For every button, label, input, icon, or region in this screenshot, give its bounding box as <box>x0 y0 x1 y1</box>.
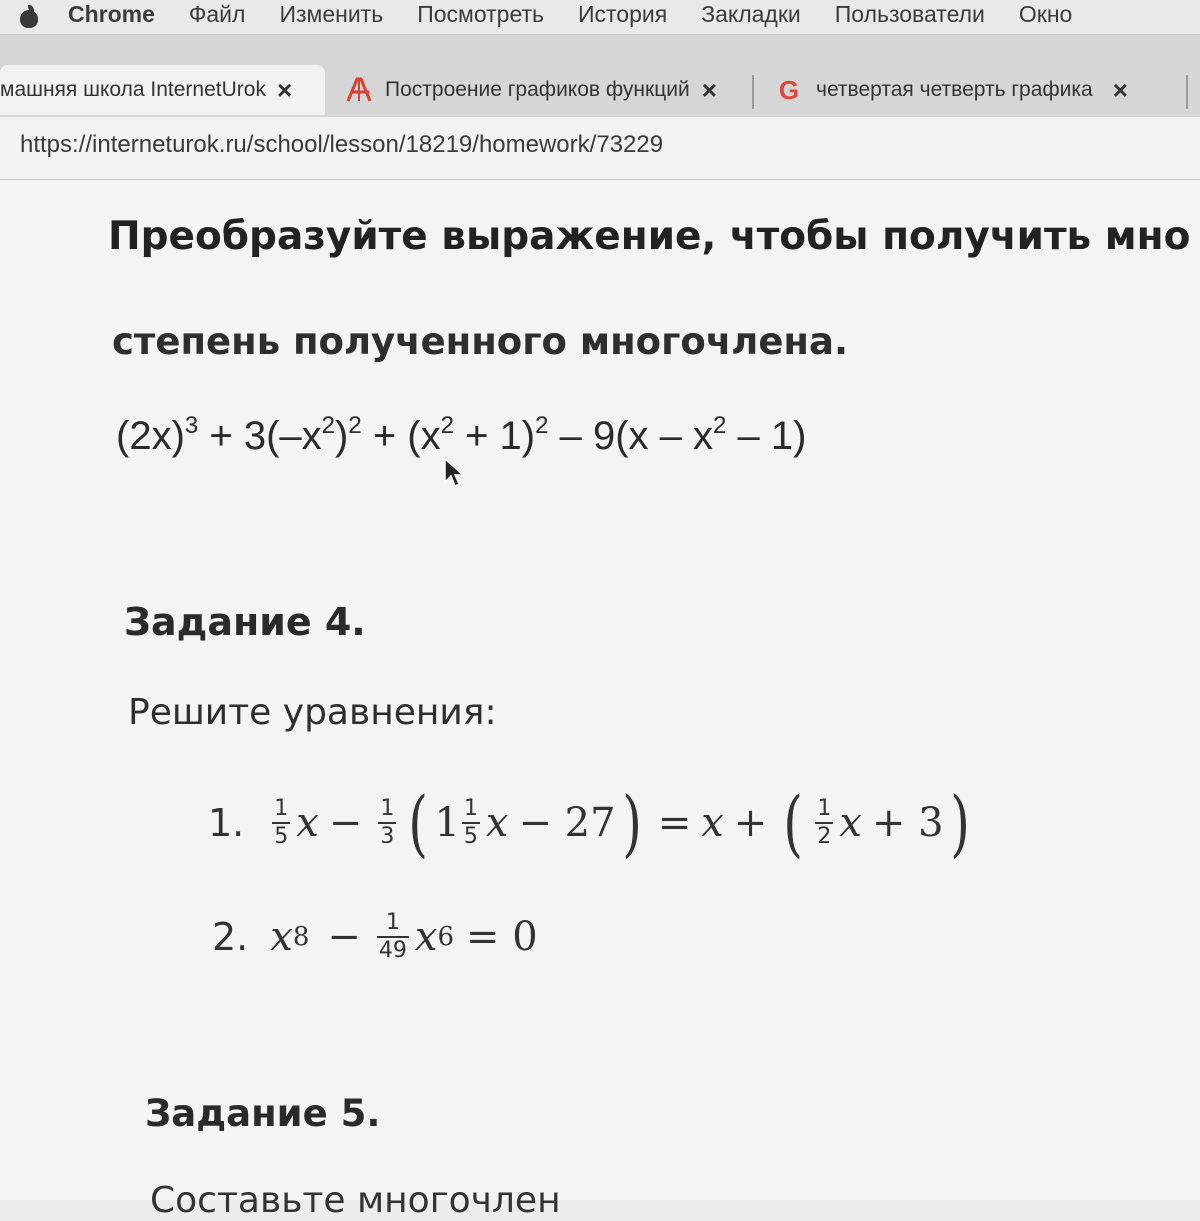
operator: = <box>657 800 692 846</box>
tab-title: четвертая четверть графика <box>816 78 1093 101</box>
open-paren: ( <box>408 781 429 865</box>
expr-part: − 27 <box>518 800 616 846</box>
expr-exponent: 2 <box>535 412 549 439</box>
google-icon: G <box>778 74 800 105</box>
tab-strip <box>0 35 1200 117</box>
expr-exponent: 2 <box>440 412 454 439</box>
close-paren: ) <box>621 781 642 865</box>
fraction-numerator: 1 <box>817 796 832 821</box>
equation-number: 2. <box>212 915 249 959</box>
expr-part: + 1) <box>453 414 536 458</box>
address-bar[interactable]: https://interneturok.ru/school/lesson/18219/homework/73229 <box>20 131 664 158</box>
expr-exponent: 2 <box>713 412 727 439</box>
expr-part: ) <box>335 414 349 458</box>
exponent: 8 <box>292 922 310 952</box>
tab-title: Построение графиков функций <box>385 78 690 101</box>
operator: − <box>328 800 363 846</box>
browser-toolbar <box>0 117 1200 180</box>
fraction-numerator: 1 <box>463 796 478 821</box>
task5-title: Задание 5. <box>145 1092 381 1135</box>
menu-people[interactable]: Пользователи <box>834 0 985 27</box>
fraction <box>272 796 290 850</box>
variable: x <box>270 914 293 960</box>
fraction-numerator: 1 <box>385 910 400 935</box>
expr-part: (2x) <box>116 414 185 458</box>
expr-exponent: 3 <box>184 412 199 439</box>
expr-exponent: 2 <box>348 412 362 439</box>
operator: − <box>327 914 361 960</box>
menu-history[interactable]: История <box>578 0 668 27</box>
fraction <box>377 910 409 964</box>
menu-bar <box>0 0 1200 35</box>
task4-title: Задание 4. <box>124 600 366 644</box>
fraction-denominator: 49 <box>378 938 407 963</box>
fraction-denominator: 3 <box>380 824 395 849</box>
tab-title: машняя школа InternetUrok <box>0 78 266 101</box>
menu-file[interactable]: Файл <box>188 0 246 27</box>
expr-part: – 1) <box>726 414 807 458</box>
menu-edit[interactable]: Изменить <box>279 0 384 27</box>
fraction <box>462 796 480 850</box>
fraction-denominator: 2 <box>817 824 832 849</box>
equation-rhs: = 0 <box>466 914 538 960</box>
fraction <box>815 796 833 850</box>
interneturok-favicon-icon <box>345 76 373 104</box>
apple-icon[interactable] <box>18 6 40 28</box>
fraction-denominator: 5 <box>463 824 478 849</box>
open-paren: ( <box>783 781 804 865</box>
task-heading-line1: Преобразуйте выражение, чтобы получить мно <box>108 214 1191 259</box>
equation-1 <box>208 768 976 878</box>
operator: + <box>733 800 768 846</box>
menu-window[interactable]: Окно <box>1018 0 1073 27</box>
expr-part: + 3(–x <box>198 414 322 458</box>
tab-separator <box>1186 75 1188 109</box>
tab-function-graphs[interactable] <box>345 65 737 115</box>
polynomial-expression <box>116 412 806 459</box>
task-heading-line2: степень полученного многочлена. <box>112 320 849 363</box>
close-icon[interactable]: × <box>701 74 717 105</box>
expr-part: – 9(x – x <box>548 414 713 458</box>
menu-chrome[interactable]: Chrome <box>68 0 155 27</box>
expr-part: + (x <box>361 414 441 458</box>
close-icon[interactable]: × <box>277 74 293 105</box>
equation-number: 1. <box>208 801 245 845</box>
menu-view[interactable]: Посмотреть <box>417 0 544 27</box>
exponent: 6 <box>437 922 454 952</box>
tab-google-search[interactable] <box>776 65 1176 115</box>
variable: x <box>296 800 319 846</box>
page-content <box>0 180 1200 1221</box>
expr-part: + 3 <box>871 800 944 846</box>
mixed-number-whole: 1 <box>434 800 460 846</box>
tab-separator <box>752 75 754 109</box>
fraction-denominator: 5 <box>274 824 289 849</box>
fraction <box>378 796 396 850</box>
close-paren: ) <box>949 781 970 865</box>
variable: x <box>485 800 509 846</box>
menu-bookmarks[interactable]: Закладки <box>701 0 801 27</box>
variable: x <box>839 800 862 846</box>
task4-instruction: Решите уравнения: <box>128 692 497 733</box>
equation-2 <box>212 892 538 982</box>
close-icon[interactable]: × <box>1112 74 1128 105</box>
variable: x <box>701 800 724 846</box>
expr-exponent: 2 <box>321 412 336 439</box>
fraction-numerator: 1 <box>274 796 289 821</box>
variable: x <box>414 914 438 960</box>
mouse-cursor-icon <box>444 458 466 488</box>
task5-text-partial: Составьте многочлен <box>150 1180 561 1221</box>
tab-interneturok-homework[interactable] <box>0 65 325 115</box>
fraction-numerator: 1 <box>380 796 395 821</box>
